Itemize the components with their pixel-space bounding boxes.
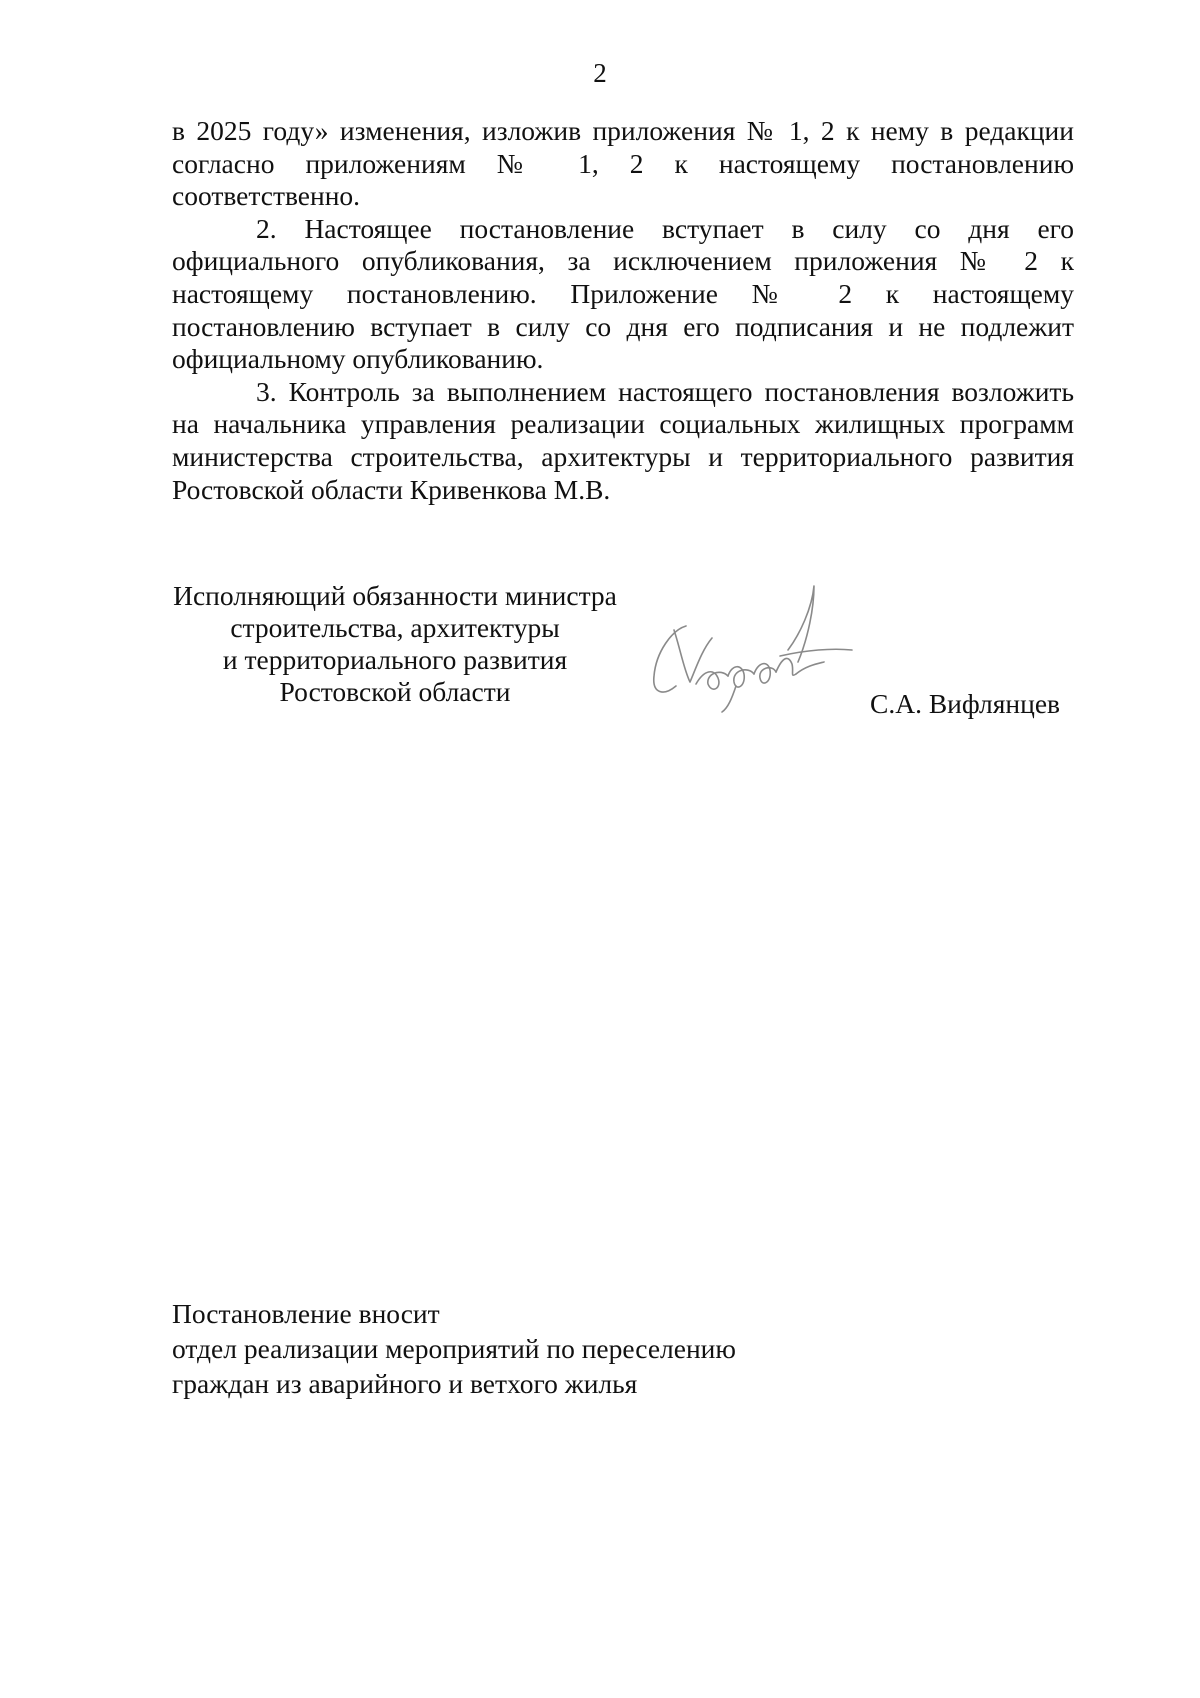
paragraph-effective-date: 2. Настоящее постановление вступает в силу со дня его официального опубликования, за исключением приложения № 2 к настоящему постановлению. Приложение № 2 к настоящему постановлению вступает в силу со дня его подписания и не подлежит официальному опубликованию. bbox=[172, 212, 1074, 375]
signatory-name: С.А. Вифлянцев bbox=[870, 688, 1061, 719]
paragraph-control: 3. Контроль за выполнением настоящего постановления возложить на начальника управления реализации социальных жилищных программ министерства строительства, архитектуры и территориального развития Ростовской области Кривенкова М.В. bbox=[172, 375, 1074, 505]
submitted-by-line: Постановление вносит bbox=[172, 1298, 440, 1329]
signatory-position bbox=[150, 580, 640, 708]
submitted-by-note bbox=[172, 1296, 736, 1401]
signatory-position-line: и территориального развития bbox=[222, 644, 568, 675]
document-body bbox=[172, 115, 1074, 506]
handwritten-signature bbox=[636, 578, 856, 718]
page-number: 2 bbox=[593, 58, 607, 88]
paragraph-continuation: в 2025 году» изменения, изложив приложения № 1, 2 к нему в редакции согласно приложениям № 1, 2 к настоящему постановлению соответственно. bbox=[172, 115, 1074, 212]
signatory-position-line: строительства, архитектуры bbox=[230, 612, 560, 643]
submitted-by-line: отдел реализации мероприятий по переселению bbox=[172, 1333, 736, 1364]
signatory-position-line: Ростовской области bbox=[279, 676, 511, 707]
signatory-position-line: Исполняющий обязанности министра bbox=[173, 580, 617, 611]
submitted-by-line: граждан из аварийного и ветхого жилья bbox=[172, 1368, 638, 1399]
